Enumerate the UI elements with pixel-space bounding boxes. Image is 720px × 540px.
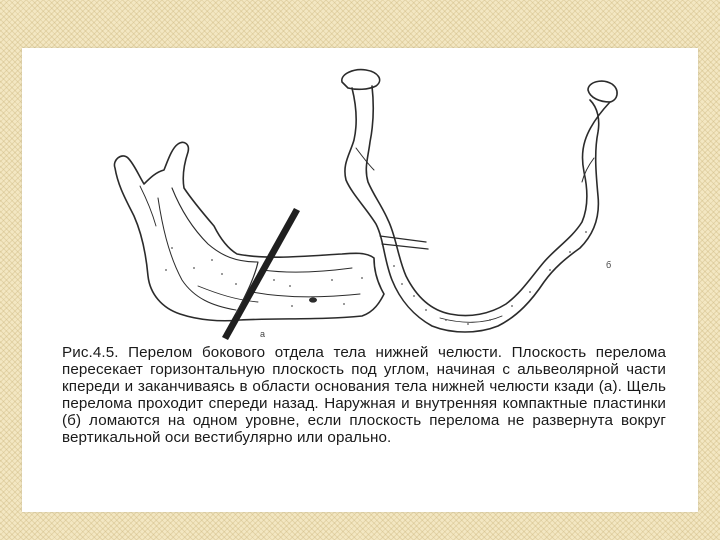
mandible-lateral-ridge	[172, 188, 258, 262]
mandible-fracture-illustration	[22, 48, 698, 348]
fracture-plane-bar	[222, 208, 300, 340]
mandible-lateral-ridge	[252, 292, 360, 297]
arch-texture	[393, 231, 587, 325]
figure-caption: Рис.4.5. Перелом бокового отдела тела нижней челюсти. Плоскость перелома пересекает горизонтальную плоскость под углом, начиная с альвеолярной части кпереди и заканчиваясь в области основания тела нижней челюсти кзади (а). Щель перелома проходит спереди назад. Наружная и внутренняя компактные пластинки (б) ломаются на одном уровне, если плоскость перелома не развернута вокруг вертикальной оси вестибулярно или орально.	[62, 344, 666, 446]
bone-texture	[165, 247, 363, 307]
marker-a: а	[260, 329, 266, 339]
mandible-lateral-ridge	[262, 268, 352, 272]
fracture-band-arch	[380, 236, 428, 249]
left-condyle	[342, 70, 380, 90]
arch-ridge	[356, 148, 374, 170]
slide-card	[22, 48, 698, 512]
mandible-arch-inner	[366, 86, 610, 316]
arch-ridge	[440, 316, 502, 322]
mental-foramen	[309, 297, 317, 302]
fracture-plane	[222, 208, 300, 340]
marker-b: б	[606, 260, 612, 270]
right-condyle	[588, 81, 617, 102]
mandible-lateral-ridge	[140, 186, 156, 226]
mandible-lateral-ridge	[158, 198, 236, 310]
